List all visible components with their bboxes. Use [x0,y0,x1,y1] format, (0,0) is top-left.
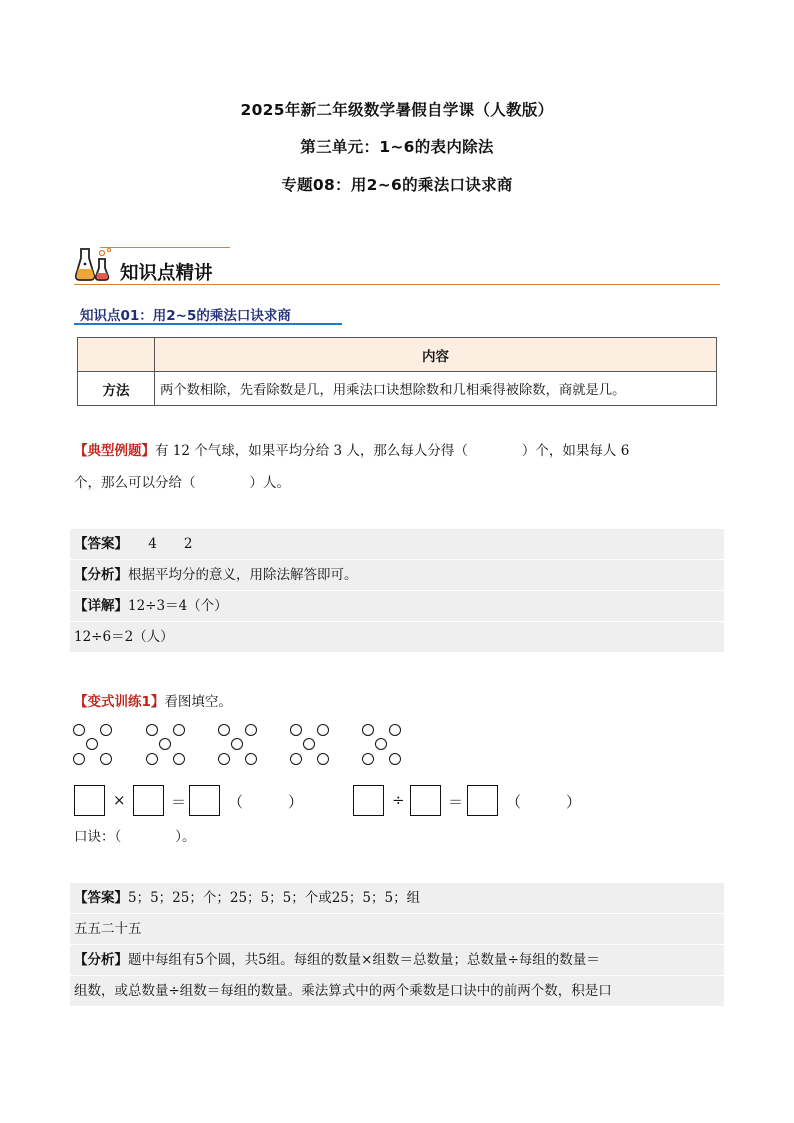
analysis-line [70,945,724,976]
practice-text: 看图填空。 [164,694,232,710]
detail-text: 12÷3＝4（个） [128,598,228,614]
analysis-tag: 【分析】 [74,567,128,583]
table-row [78,372,717,406]
answer-tag: 【答案】 [74,536,122,552]
equations-row [72,785,672,816]
flask-icon [74,245,114,283]
example-question [74,435,724,499]
circle-mark [218,753,230,765]
table-cell-content: 两个数相除，先看除数是几，用乘法口诀想除数和几相乘得被除数，商就是几。 [155,372,717,406]
table-header-row [78,338,717,372]
analysis-tag: 【分析】 [74,952,128,968]
circle-mark [218,724,230,736]
circle-mark [375,738,387,750]
table-header-cell: 内容 [155,338,717,372]
practice-answer-box [70,883,724,1007]
table-header-cell [78,338,155,372]
circle-mark [389,724,401,736]
answer-box[interactable] [74,785,105,816]
example-text-2: 个，那么可以分给（ ）人。 [74,475,290,491]
example-line-1 [74,435,724,467]
answer-line [70,529,724,560]
circle-mark [362,753,374,765]
section-title: 知识点精讲 [120,263,213,284]
detail-line-2: 12÷6＝2（人） [70,622,724,653]
circle-mark [100,753,112,765]
circle-mark [389,753,401,765]
divide-sign: ÷ [392,791,405,809]
example-tag: 【典型例题】 [74,443,155,459]
knowledge-table [77,337,717,406]
circle-mark [73,724,85,736]
circle-mark [303,738,315,750]
answer-box[interactable] [353,785,384,816]
example-line-2 [74,467,724,499]
circle-mark [231,738,243,750]
analysis-text: 题中每组有5个圆，共5组。每组的数量×组数＝总数量；总数量÷每组的数量＝ [128,952,600,968]
doc-title: 2025年新二年级数学暑假自学课（人教版） [240,101,554,119]
circle-mark [290,724,302,736]
example-text-1: 有 12 个气球，如果平均分给 3 人，那么每人分得（ ）个，如果每人 6 [155,443,630,459]
circle-mark [173,724,185,736]
circle-mark [159,738,171,750]
answer-line [70,883,724,914]
unit-blank: （ ） [506,793,582,811]
heading-top-rule [100,247,230,248]
circle-mark [73,753,85,765]
knowledge-point-underline [74,323,342,325]
detail-tag: 【详解】 [74,598,128,614]
answer-box[interactable] [410,785,441,816]
koujue-line: 口诀：（ ）。 [74,829,196,845]
circle-mark [86,738,98,750]
circle-mark [146,753,158,765]
topic-title: 专题08：用2~6的乘法口诀求商 [281,176,513,194]
practice-tag: 【变式训练1】 [74,694,165,710]
answer-tag: 【答案】 [74,890,128,906]
circle-mark [317,724,329,736]
analysis-line-2: 组数，或总数量÷组数＝每组的数量。乘法算式中的两个乘数是口诀中的前两个数，积是口 [70,976,724,1007]
equals-sign: ＝ [448,793,464,811]
equals-sign: ＝ [171,793,187,811]
practice-question [74,686,724,718]
circle-mark [245,753,257,765]
analysis-text: 根据平均分的意义，用除法解答即可。 [128,567,358,583]
answer-line-2: 五五二十五 [70,914,724,945]
answer-values: 4 2 [121,536,193,552]
multiply-sign: × [113,791,126,809]
answer-text: 5；5；25；个；25；5；5；个或25；5；5；组 [128,890,421,906]
circle-mark [173,753,185,765]
heading-bottom-rule [74,284,720,285]
circle-mark [290,753,302,765]
table-cell-label: 方法 [78,372,155,406]
example-answer-box [70,529,724,653]
knowledge-point-title: 知识点01：用2~5的乘法口诀求商 [80,308,291,324]
answer-box[interactable] [133,785,164,816]
answer-box[interactable] [467,785,498,816]
unit-blank: （ ） [228,793,304,811]
circle-mark [100,724,112,736]
detail-line [70,591,724,622]
circle-mark [245,724,257,736]
answer-box[interactable] [189,785,220,816]
circle-mark [362,724,374,736]
analysis-line [70,560,724,591]
section-heading [74,243,720,288]
circle-mark [146,724,158,736]
circle-mark [317,753,329,765]
unit-title: 第三单元：1~6的表内除法 [300,138,494,156]
